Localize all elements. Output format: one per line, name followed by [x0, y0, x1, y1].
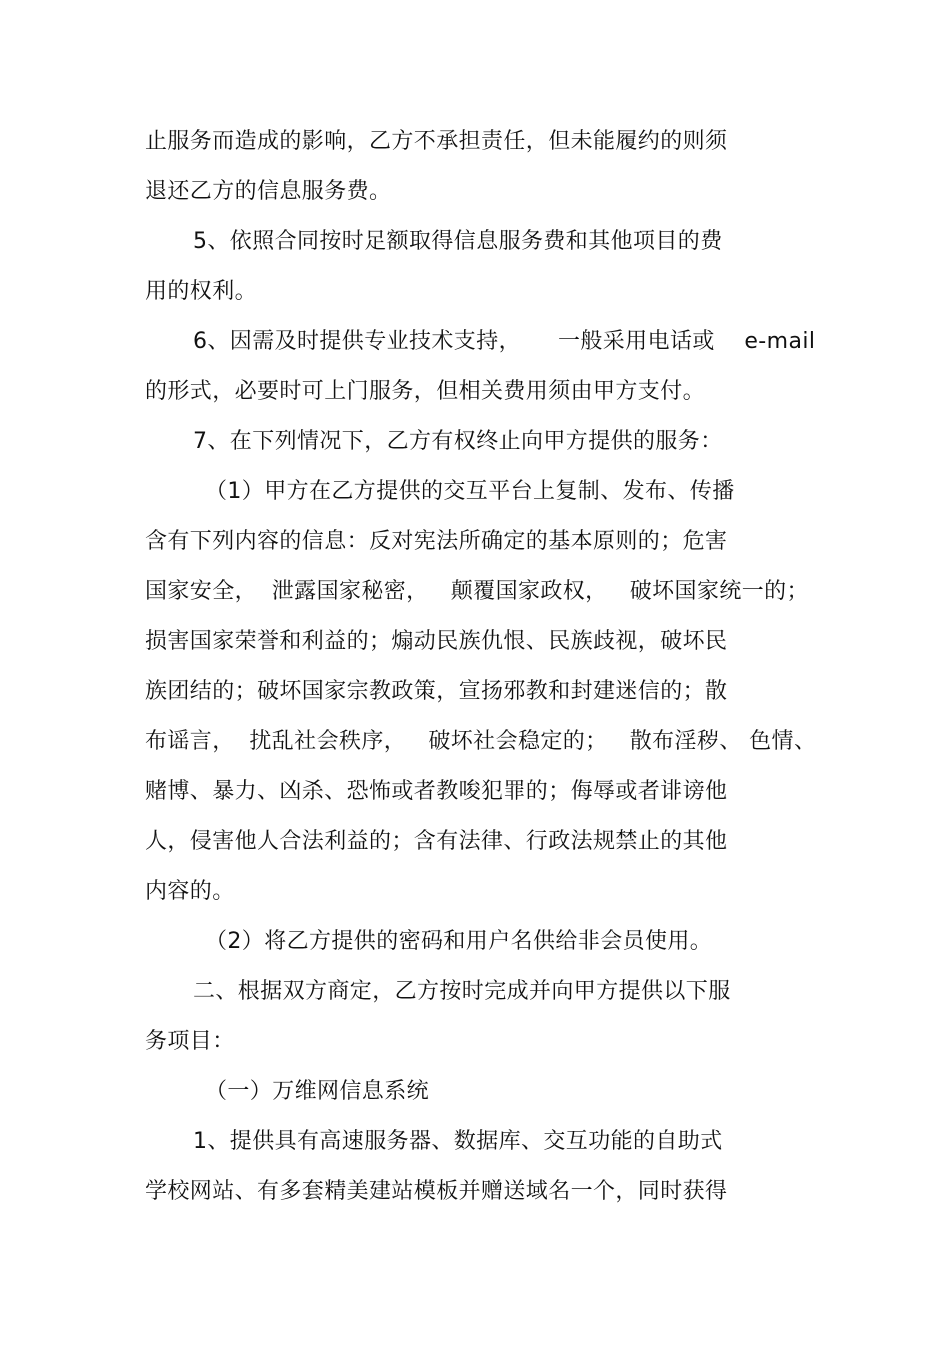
text-line: 族团结的；破坏国家宗教政策，宣扬邪教和封建迷信的；散	[145, 679, 728, 704]
text-line: 国家安全， 泄露国家秘密， 颠覆国家政权， 破坏国家统一的；	[145, 579, 809, 604]
text-line: 人，侵害他人合法利益的；含有法律、行政法规禁止的其他	[145, 829, 728, 854]
section-heading: （一）万维网信息系统	[205, 1079, 430, 1104]
text-line: 的形式，必要时可上门服务，但相关费用须由甲方支付。	[145, 379, 706, 404]
text-line: 含有下列内容的信息：反对宪法所确定的基本原则的；危害	[145, 529, 728, 554]
text-line: 学校网站、有多套精美建站模板并赠送域名一个，同时获得	[145, 1179, 728, 1204]
text-line: 布谣言， 扰乱社会秩序， 破坏社会稳定的； 散布淫秽、 色情、	[145, 729, 817, 754]
text-line: 损害国家荣誉和利益的；煽动民族仇恨、民族歧视，破坏民	[145, 629, 728, 654]
text-line: （2）将乙方提供的密码和用户名供给非会员使用。	[205, 929, 713, 954]
text-line: 务项目：	[145, 1029, 235, 1054]
text-line: 内容的。	[145, 879, 235, 904]
text-line: （1）甲方在乙方提供的交互平台上复制、发布、传播	[205, 479, 735, 504]
text-line: 用的权利。	[145, 279, 258, 304]
text-line: 7、在下列情况下，乙方有权终止向甲方提供的服务：	[193, 429, 723, 454]
text-line: 赌博、暴力、凶杀、恐怖或者教唆犯罪的；侮辱或者诽谤他	[145, 779, 728, 804]
text-line: 退还乙方的信息服务费。	[145, 179, 392, 204]
text-line: 二、根据双方商定，乙方按时完成并向甲方提供以下服	[193, 979, 731, 1004]
text-line: 6、因需及时提供专业技术支持， 一般采用电话或 e-mail	[193, 329, 816, 354]
text-line: 5、依照合同按时足额取得信息服务费和其他项目的费	[193, 229, 723, 254]
text-line: 止服务而造成的影响，乙方不承担责任，但未能履约的则须	[145, 129, 728, 154]
text-line: 1、提供具有高速服务器、数据库、交互功能的自助式	[193, 1129, 723, 1154]
